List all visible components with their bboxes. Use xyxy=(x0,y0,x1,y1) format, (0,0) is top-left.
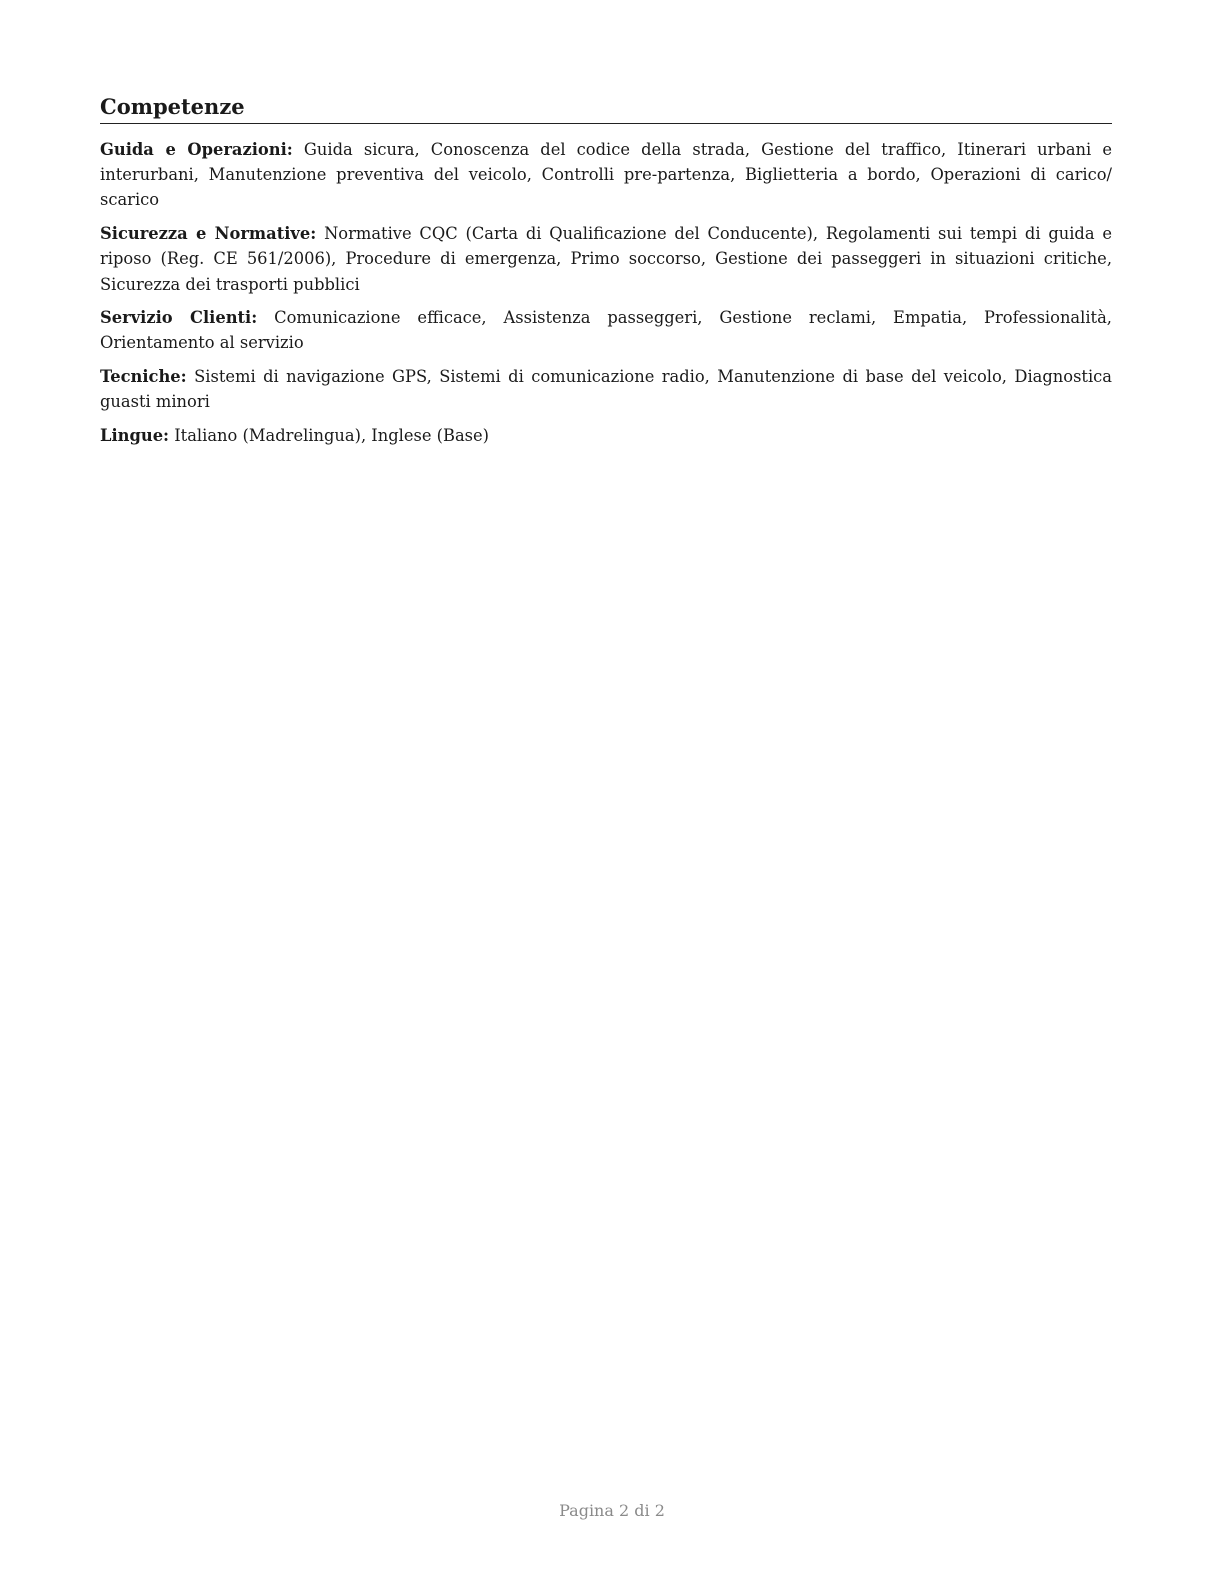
skill-entry-lingue xyxy=(100,423,1112,448)
skill-category-label: Guida e Operazioni: xyxy=(100,140,293,159)
skills-list xyxy=(100,137,1112,448)
skill-category-label: Tecniche: xyxy=(100,367,187,387)
skill-description: Italiano (Madrelingua), Inglese (Base) xyxy=(174,426,490,446)
skill-description: Normative CQC (Carta di Qualificazione del Conducente), Regolamenti sui tempi di guida e riposo (Reg. CE 561/2006), Procedure di emergenza, Primo soccorso, Gestione dei passeggeri in situazioni critiche, Sicurezza dei trasporti pubblici xyxy=(100,224,1112,294)
skill-category-label: Servizio Clienti: xyxy=(100,308,258,328)
skill-category-label: Lingue: xyxy=(100,426,170,446)
skill-description: Guida sicura, Conoscenza del codice della strada, Gestione del traffico, Itinerari urbani e interurbani, Manutenzione preventiva del veicolo, Controlli pre-partenza, Biglietteria a bordo, Operazioni di carico/​scarico xyxy=(100,140,1112,210)
skill-category-label: Sicurezza e Normative: xyxy=(100,224,317,244)
skill-entry-servizio-clienti xyxy=(100,305,1112,355)
skill-entry-sicurezza xyxy=(100,221,1112,297)
skill-entry-tecniche xyxy=(100,364,1112,414)
skill-description: Sistemi di navigazione GPS, Sistemi di comunicazione radio, Manutenzione di base del veicolo, Diagnostica guasti minori xyxy=(100,367,1112,412)
section-title-competenze: Competenze xyxy=(100,92,1112,124)
skill-entry-guida xyxy=(100,137,1112,213)
resume-page-content xyxy=(100,92,1112,457)
skill-description: Comunicazione efficace, Assistenza passeggeri, Gestione reclami, Empatia, Professionalità, Orientamento al servizio xyxy=(100,308,1112,353)
page-number-footer: Pagina 2 di 2 xyxy=(559,1501,665,1520)
